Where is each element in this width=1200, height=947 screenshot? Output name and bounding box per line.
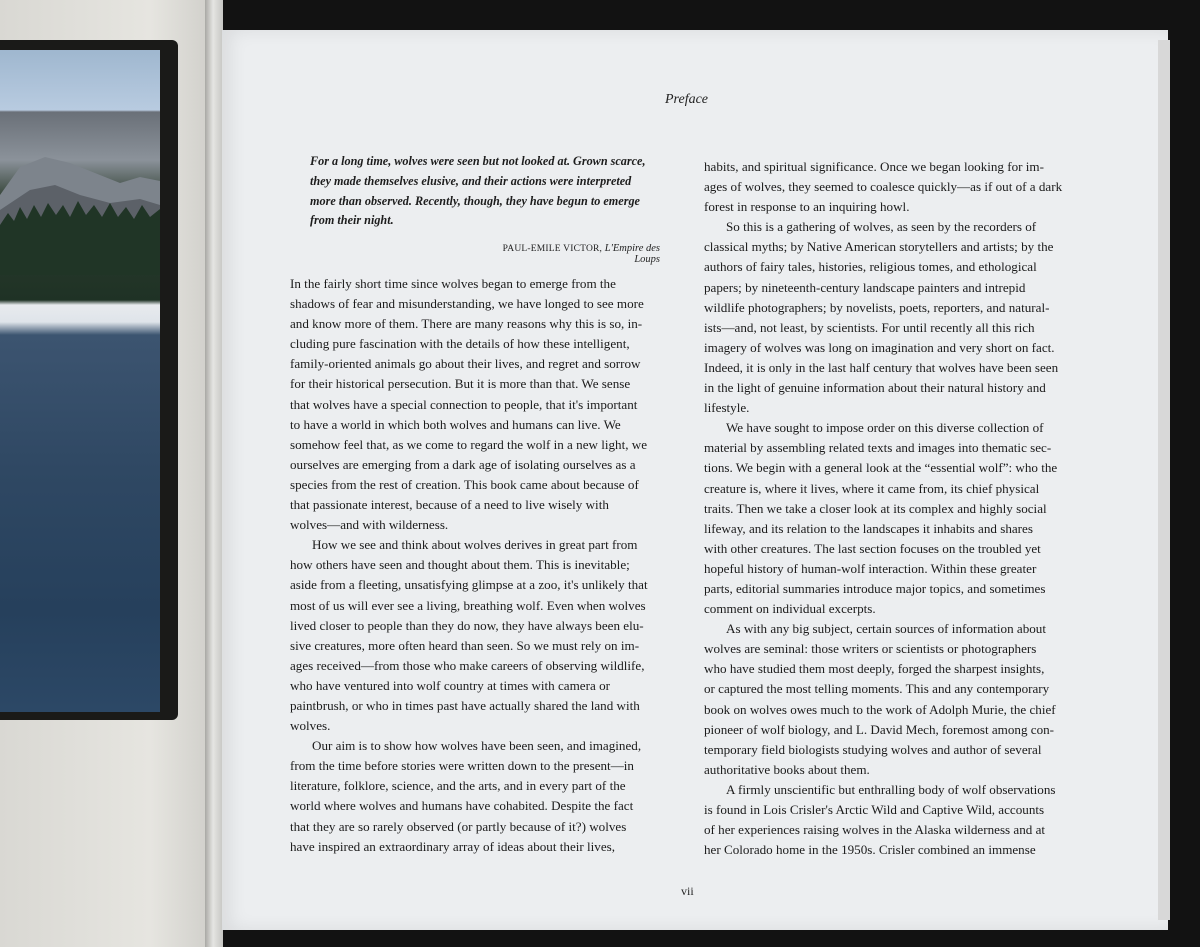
text-line: that wolves have a special connection to people, that it's important	[290, 396, 638, 412]
text-line: wolves are seminal: those writers or scientists or photographers	[704, 641, 1037, 657]
text-line: how others have seen and thought about them. This is inevitable;	[290, 557, 630, 573]
text-line: A firmly unscientific but enthralling body of wolf observations	[726, 781, 1056, 797]
text-line: aside from a fleeting, unsatisfying glimpse at a zoo, it's unlikely that	[290, 577, 648, 593]
text-line: world where wolves and humans have cohabited. Despite the fact	[290, 798, 634, 814]
book-binding	[205, 0, 223, 947]
text-line: pioneer of wolf biology, and L. David Mech, foremost among con-	[704, 721, 1055, 737]
text-line: authoritative books about them.	[704, 761, 870, 777]
text-line: most of us will ever see a living, breathing wolf. Even when wolves	[290, 597, 646, 613]
text-line: who have ventured into wolf country at times with camera or	[290, 677, 610, 693]
text-line: lived closer to people than they do now, they have always been elu-	[290, 617, 644, 633]
text-line: hopeful history of human-wolf interaction. Within these greater	[704, 560, 1037, 576]
text-line: that they are so rarely observed (or partly because of it?) wolves	[290, 818, 627, 834]
text-line: wolves.	[290, 718, 331, 734]
text-line: is found in Lois Crisler's Arctic Wild and Captive Wild, accounts	[704, 802, 1045, 817]
text-line: who have studied them most deeply, forged the sharpest insights,	[704, 661, 1045, 677]
text-line: with other creatures. The last section focuses on the troubled yet	[704, 540, 1041, 556]
text-line: tions. We begin with a general look at the “essential wolf”: who the	[704, 460, 1058, 476]
text-line: lifeway, and its relation to the landscapes it inhabits and shares	[704, 520, 1033, 536]
text-line: lifestyle.	[704, 400, 750, 416]
text-line: cluding pure fascination with the details of how these intelligent,	[290, 336, 630, 352]
text-line: ists—and, not least, by scientists. For until recently all this rich	[704, 319, 1035, 335]
winter-lake-photo	[0, 50, 160, 712]
text-line: her Colorado home in the 1950s. Crisler combined an immense	[704, 842, 1036, 858]
text-line: book on wolves owes much to the work of Adolph Murie, the chief	[704, 701, 1056, 717]
text-line: to have a world in which both wolves and humans can live. We	[290, 416, 621, 432]
text-line: have inspired an extraordinary array of ideas about their lives,	[290, 838, 616, 854]
text-line: wildlife photographers; by novelists, poets, reporters, and natural-	[704, 299, 1050, 315]
text-line: and know more of them. There are many reasons why this is so, in-	[290, 316, 643, 332]
text-line: that passionate interest, because of a need to live wisely with	[290, 497, 609, 513]
body-column-right	[704, 157, 1084, 860]
text-line: ages of wolves, they seemed to coalesce quickly—as if out of a dark	[704, 179, 1063, 195]
epigraph-attribution	[480, 243, 660, 265]
text-line: papers; by nineteenth-century landscape painters and intrepid	[704, 279, 1026, 295]
epigraph-line: they made themselves elusive, and their actions were interpreted	[310, 173, 632, 188]
text-line: of her experiences raising wolves in the Alaska wilderness and at	[704, 822, 1046, 838]
text-line: from the time before stories were written down to the present—in	[290, 758, 634, 774]
text-line: paintbrush, or who in times past have actually shared the land with	[290, 697, 640, 713]
epigraph	[310, 152, 670, 231]
mountain-silhouette	[0, 155, 160, 275]
epigraph-line: more than observed. Recently, though, they have begun to emerge	[310, 193, 640, 208]
epigraph-line: For a long time, wolves were seen but not looked at. Grown scarce,	[310, 154, 646, 168]
text-line: comment on individual excerpts.	[704, 601, 876, 617]
text-line: family-oriented animals go about their lives, and regret and sorrow	[290, 356, 641, 372]
epigraph-work: L'Empire des Loups	[604, 243, 660, 265]
text-line: creature is, where it lives, where it came from, its chief physical	[704, 480, 1040, 496]
text-line: In the fairly short time since wolves began to emerge from the	[290, 276, 616, 291]
left-page	[0, 0, 215, 947]
text-line: classical myths; by Native American storytellers and artists; by the	[704, 239, 1054, 255]
text-line: sive creatures, more often heard than seen. So we must rely on im-	[290, 637, 640, 653]
text-line: for their historical persecution. But it is more than that. We sense	[290, 376, 631, 392]
epigraph-author: PAUL-EMILE VICTOR,	[502, 244, 603, 254]
text-line: shadows of fear and misunderstanding, we have longed to see more	[290, 296, 644, 312]
text-line: How we see and think about wolves derives in great part from	[312, 537, 638, 553]
text-line: somehow feel that, as we come to regard the wolf in a new light, we	[290, 436, 648, 452]
text-line: ages received—from those who make careers of observing wildlife,	[290, 657, 645, 673]
page-edge	[1158, 40, 1170, 920]
text-line: Indeed, it is only in the last half century that wolves have been seen	[704, 359, 1059, 375]
text-line: forest in response to an inquiring howl.	[704, 199, 910, 215]
text-line: Our aim is to show how wolves have been seen, and imagined,	[312, 738, 642, 754]
body-column-left	[290, 274, 675, 857]
text-line: So this is a gathering of wolves, as seen by the recorders of	[726, 219, 1037, 235]
text-line: We have sought to impose order on this diverse collection of	[726, 420, 1044, 436]
text-line: species from the rest of creation. This book came about because of	[290, 476, 639, 492]
text-line: As with any big subject, certain sources of information about	[726, 621, 1046, 637]
page-number: vii	[681, 884, 694, 898]
running-head: Preface	[665, 92, 709, 107]
text-line: ourselves are emerging from a dark age of isolating ourselves as a	[290, 456, 636, 472]
text-line: imagery of wolves was long on imagination and very short on fact.	[704, 339, 1055, 355]
text-line: wolves—and with wilderness.	[290, 517, 449, 533]
text-line: temporary field biologists studying wolves and author of several	[704, 741, 1042, 757]
text-line: habits, and spiritual significance. Once we began looking for im-	[704, 159, 1044, 174]
epigraph-line: from their night.	[310, 213, 394, 228]
text-line: parts, editorial summaries introduce major topics, and sometimes	[704, 580, 1046, 596]
text-line: in the light of genuine information about their natural history and	[704, 380, 1046, 396]
text-line: authors of fairy tales, histories, religious tomes, and ethological	[704, 259, 1037, 275]
text-line: traits. Then we take a closer look at its complex and highly social	[704, 500, 1047, 516]
text-line: or captured the most telling moments. This and any contemporary	[704, 681, 1050, 697]
text-line: material by assembling related texts and images into thematic sec-	[704, 440, 1052, 456]
text-line: literature, folklore, science, and the arts, and in every part of the	[290, 778, 626, 794]
